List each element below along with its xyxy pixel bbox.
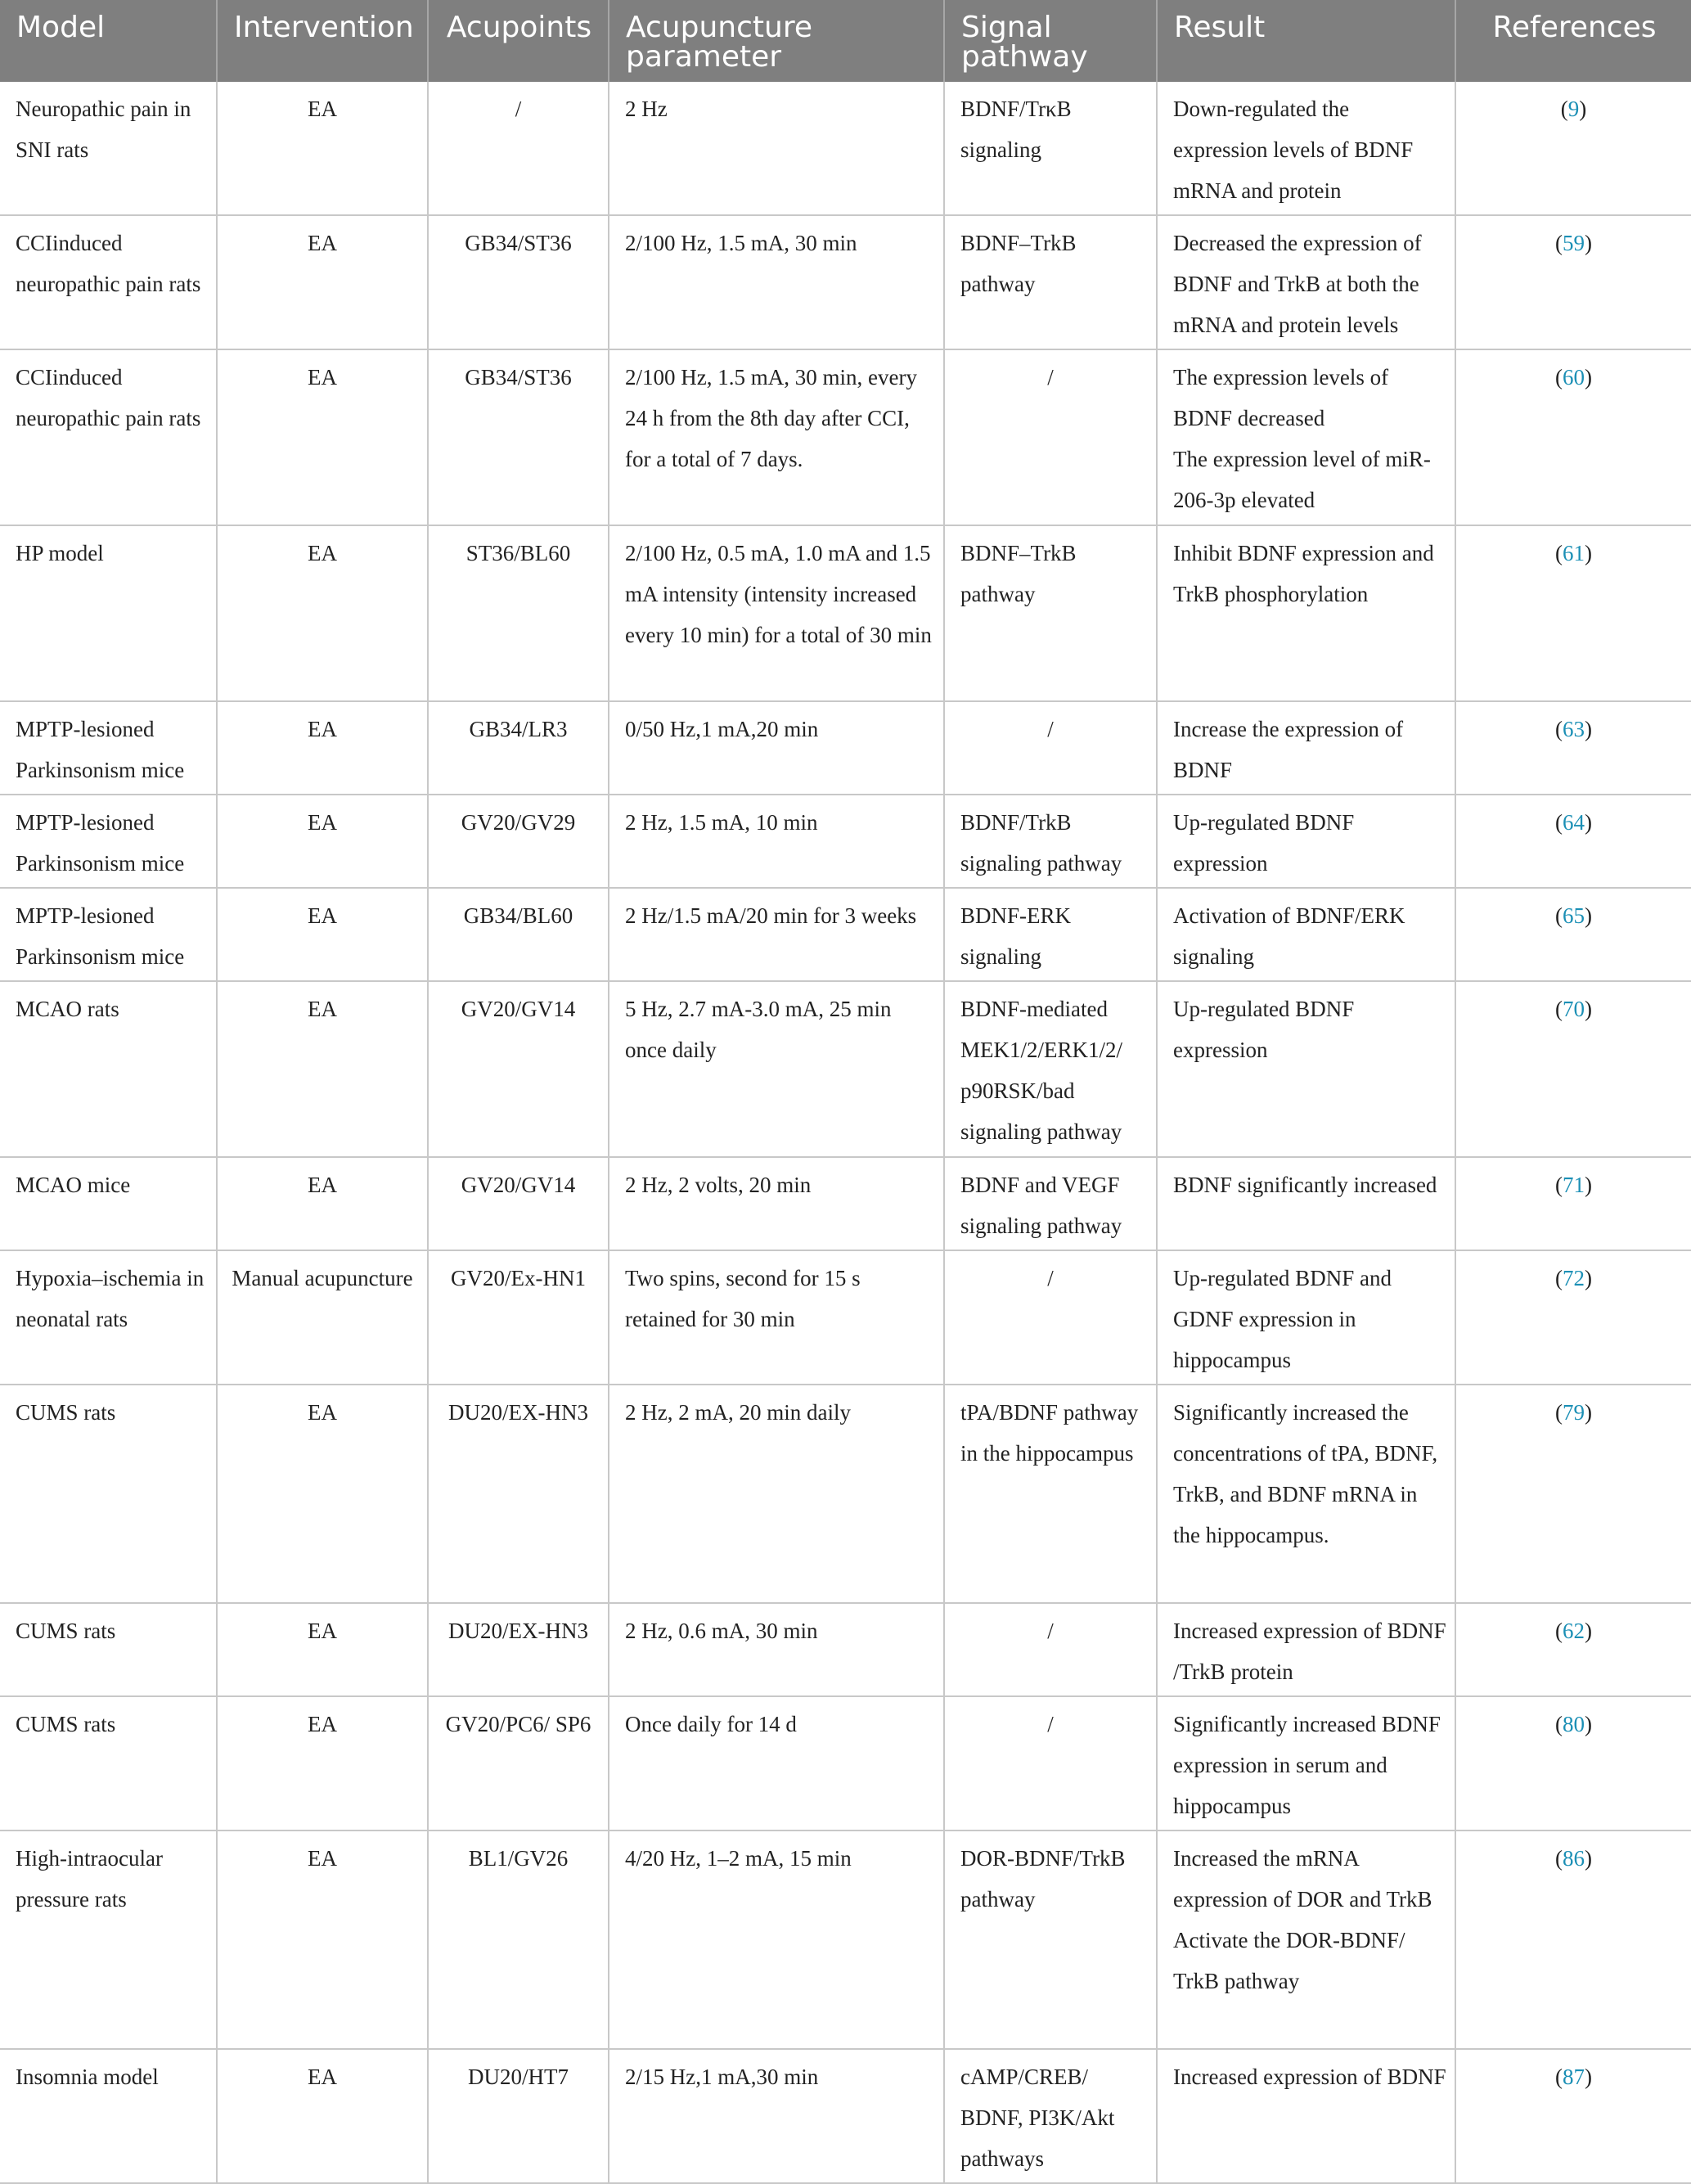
cell-pathway: tPA/BDNF pathway in the hippocampus [944,1385,1157,1603]
cell-parameter: 2 Hz/1.5 mA/20 min for 3 weeks [609,888,944,981]
table-row [0,82,1691,215]
cell-reference: (70) [1455,981,1691,1157]
cell-parameter: 5 Hz, 2.7 mA-3.0 mA, 25 min once daily [609,981,944,1157]
cell-result [1157,1157,1455,1250]
cell-model: MPTP-lesioned Parkinsonism mice [0,795,217,888]
cell-parameter: 2/100 Hz, 1.5 mA, 30 min, every 24 h from the 8th day after CCI, for a total of 7 days. [609,349,944,525]
cell-pathway: / [944,1696,1157,1831]
cell-acupoints: GV20/GV29 [428,795,609,888]
result-line: Down-regulated the expression levels of BDNF mRNA and protein [1173,97,1414,203]
result-line: Activate the DOR-BDNF/ TrkB pathway [1173,1928,1405,1993]
cell-acupoints: / [428,82,609,215]
cell-intervention: EA [217,1831,428,2049]
cell-parameter: Two spins, second for 15 s retained for 30 min [609,1250,944,1385]
cell-pathway: / [944,701,1157,795]
reference-link[interactable]: 62 [1563,1619,1585,1643]
cell-parameter: 2/100 Hz, 1.5 mA, 30 min [609,215,944,349]
cell-acupoints: GB34/ST36 [428,349,609,525]
cell-acupoints: GV20/PC6/ SP6 [428,1696,609,1831]
cell-parameter: 2/15 Hz,1 mA,30 min [609,2049,944,2183]
result-line: Up-regulated BDNF expression [1173,810,1355,876]
cell-intervention: EA [217,795,428,888]
cell-parameter: 2 Hz, 2 mA, 20 min daily [609,1385,944,1603]
table-body [0,82,1691,2183]
cell-pathway: BDNF-ERK signaling [944,888,1157,981]
cell-model: HP model [0,525,217,701]
cell-model: Neuropathic pain in SNI rats [0,82,217,215]
reference-link[interactable]: 86 [1563,1846,1585,1871]
reference-link[interactable]: 9 [1567,97,1580,121]
cell-pathway: BDNF/TrkB signaling pathway [944,795,1157,888]
table-row [0,1831,1691,2049]
cell-model: MPTP-lesioned Parkinsonism mice [0,701,217,795]
cell-result [1157,1603,1455,1696]
cell-model: CCIinduced neuropathic pain rats [0,215,217,349]
cell-acupoints: DU20/EX-HN3 [428,1385,609,1603]
table-row [0,1157,1691,1250]
cell-result [1157,2049,1455,2183]
reference-link[interactable]: 72 [1563,1266,1585,1290]
reference-link[interactable]: 71 [1563,1173,1585,1197]
cell-pathway: DOR-BDNF/TrkB pathway [944,1831,1157,2049]
cell-intervention: EA [217,525,428,701]
reference-link[interactable]: 79 [1563,1400,1585,1425]
cell-acupoints: GB34/LR3 [428,701,609,795]
cell-parameter: 2 Hz, 2 volts, 20 min [609,1157,944,1250]
header-acupoints: Acupoints [428,0,609,82]
cell-intervention: EA [217,82,428,215]
cell-reference: (59) [1455,215,1691,349]
cell-reference: (60) [1455,349,1691,525]
cell-pathway: cAMP/CREB/ BDNF, PI3K/Akt pathways [944,2049,1157,2183]
cell-model: MCAO rats [0,981,217,1157]
cell-pathway: / [944,1250,1157,1385]
header-result: Result [1157,0,1455,82]
table-row [0,795,1691,888]
table-row [0,349,1691,525]
cell-result [1157,1831,1455,2049]
table-row [0,1385,1691,1603]
reference-link[interactable]: 65 [1563,903,1585,928]
cell-result [1157,1250,1455,1385]
table-row [0,2049,1691,2183]
table-row [0,981,1691,1157]
cell-model: High-intraocular pressure rats [0,1831,217,2049]
cell-parameter: 2 Hz, 0.6 mA, 30 min [609,1603,944,1696]
cell-reference: (79) [1455,1385,1691,1603]
cell-model: CUMS rats [0,1385,217,1603]
cell-reference: (65) [1455,888,1691,981]
cell-intervention: EA [217,1696,428,1831]
cell-parameter: 4/20 Hz, 1–2 mA, 15 min [609,1831,944,2049]
result-line: Increased the mRNA expression of DOR and TrkB [1173,1846,1432,1912]
table-row [0,888,1691,981]
cell-acupoints: BL1/GV26 [428,1831,609,2049]
result-line: Significantly increased BDNF expression in serum and hippocampus [1173,1712,1441,1818]
cell-reference: (72) [1455,1250,1691,1385]
cell-reference: (71) [1455,1157,1691,1250]
cell-reference: (80) [1455,1696,1691,1831]
header-references: References [1455,0,1691,82]
result-line: Increased expression of BDNF [1173,2065,1446,2089]
cell-intervention: EA [217,1385,428,1603]
cell-model: CUMS rats [0,1696,217,1831]
reference-link[interactable]: 60 [1563,365,1585,390]
cell-acupoints: GB34/BL60 [428,888,609,981]
result-line: Decreased the expression of BDNF and TrkB at both the mRNA and protein levels [1173,231,1422,337]
cell-model: CCIinduced neuropathic pain rats [0,349,217,525]
header-model: Model [0,0,217,82]
cell-intervention: EA [217,2049,428,2183]
result-line: Inhibit BDNF expression and TrkB phosphorylation [1173,541,1434,606]
cell-pathway: BDNF–TrkB pathway [944,525,1157,701]
cell-acupoints: GB34/ST36 [428,215,609,349]
result-line: Increased expression of BDNF /TrkB protein [1173,1619,1446,1684]
cell-acupoints: GV20/GV14 [428,981,609,1157]
header-parameter: Acupuncture parameter [609,0,944,82]
cell-parameter: 2 Hz, 1.5 mA, 10 min [609,795,944,888]
cell-intervention: EA [217,701,428,795]
result-line: Significantly increased the concentrations of tPA, BDNF, TrkB, and BDNF mRNA in the hippocampus. [1173,1400,1438,1547]
cell-parameter: 0/50 Hz,1 mA,20 min [609,701,944,795]
cell-result [1157,1696,1455,1831]
cell-result [1157,888,1455,981]
table-row [0,1250,1691,1385]
cell-reference: (87) [1455,2049,1691,2183]
table-row [0,1696,1691,1831]
table-row [0,701,1691,795]
cell-intervention: EA [217,215,428,349]
cell-reference: (9) [1455,82,1691,215]
cell-reference: (61) [1455,525,1691,701]
cell-reference: (62) [1455,1603,1691,1696]
cell-result [1157,525,1455,701]
cell-model: MCAO mice [0,1157,217,1250]
result-line: BDNF significantly increased [1173,1173,1437,1197]
cell-acupoints: ST36/BL60 [428,525,609,701]
cell-result [1157,795,1455,888]
result-line: Up-regulated BDNF expression [1173,997,1355,1062]
cell-result [1157,215,1455,349]
result-line: Activation of BDNF/ERK signaling [1173,903,1405,969]
cell-pathway: / [944,349,1157,525]
cell-intervention: EA [217,981,428,1157]
cell-intervention: EA [217,1157,428,1250]
cell-intervention: Manual acupuncture [217,1250,428,1385]
header-intervention: Intervention [217,0,428,82]
cell-result [1157,981,1455,1157]
reference-link[interactable]: 80 [1563,1712,1585,1736]
cell-result [1157,701,1455,795]
result-line: The expression level of miR-206-3p elevated [1173,447,1431,512]
result-line: Increase the expression of BDNF [1173,717,1404,782]
reference-link[interactable]: 64 [1563,810,1585,835]
cell-intervention: EA [217,349,428,525]
result-line: Up-regulated BDNF and GDNF expression in hippocampus [1173,1266,1392,1372]
cell-acupoints: GV20/GV14 [428,1157,609,1250]
cell-reference: (64) [1455,795,1691,888]
cell-intervention: EA [217,888,428,981]
cell-result [1157,349,1455,525]
cell-acupoints: GV20/Ex-HN1 [428,1250,609,1385]
cell-model: Insomnia model [0,2049,217,2183]
cell-reference: (63) [1455,701,1691,795]
cell-result [1157,82,1455,215]
cell-parameter: 2 Hz [609,82,944,215]
cell-acupoints: DU20/HT7 [428,2049,609,2183]
cell-reference: (86) [1455,1831,1691,2049]
cell-model: MPTP-lesioned Parkinsonism mice [0,888,217,981]
cell-pathway: / [944,1603,1157,1696]
cell-model: Hypoxia–ischemia in neonatal rats [0,1250,217,1385]
header-pathway: Signal pathway [944,0,1157,82]
cell-pathway: BDNF–TrkB pathway [944,215,1157,349]
reference-link[interactable]: 63 [1563,717,1585,741]
cell-pathway: BDNF-mediated MEK1/2/ERK1/2/ p90RSK/bad signaling pathway [944,981,1157,1157]
result-line: The expression levels of BDNF decreased [1173,365,1389,430]
table-row [0,525,1691,701]
cell-result [1157,1385,1455,1603]
reference-link[interactable]: 59 [1563,231,1585,255]
table-header [0,0,1691,82]
reference-link[interactable]: 70 [1563,997,1585,1021]
cell-parameter: 2/100 Hz, 0.5 mA, 1.0 mA and 1.5 mA intensity (intensity increased every 10 min) for a total of 30 min [609,525,944,701]
table-row [0,1603,1691,1696]
cell-pathway: BDNF and VEGF signaling pathway [944,1157,1157,1250]
reference-link[interactable]: 87 [1563,2065,1585,2089]
reference-link[interactable]: 61 [1563,541,1585,565]
cell-pathway: BDNF/TrκB signaling [944,82,1157,215]
cell-model: CUMS rats [0,1603,217,1696]
cell-parameter: Once daily for 14 d [609,1696,944,1831]
table-row [0,215,1691,349]
cell-intervention: EA [217,1603,428,1696]
cell-acupoints: DU20/EX-HN3 [428,1603,609,1696]
